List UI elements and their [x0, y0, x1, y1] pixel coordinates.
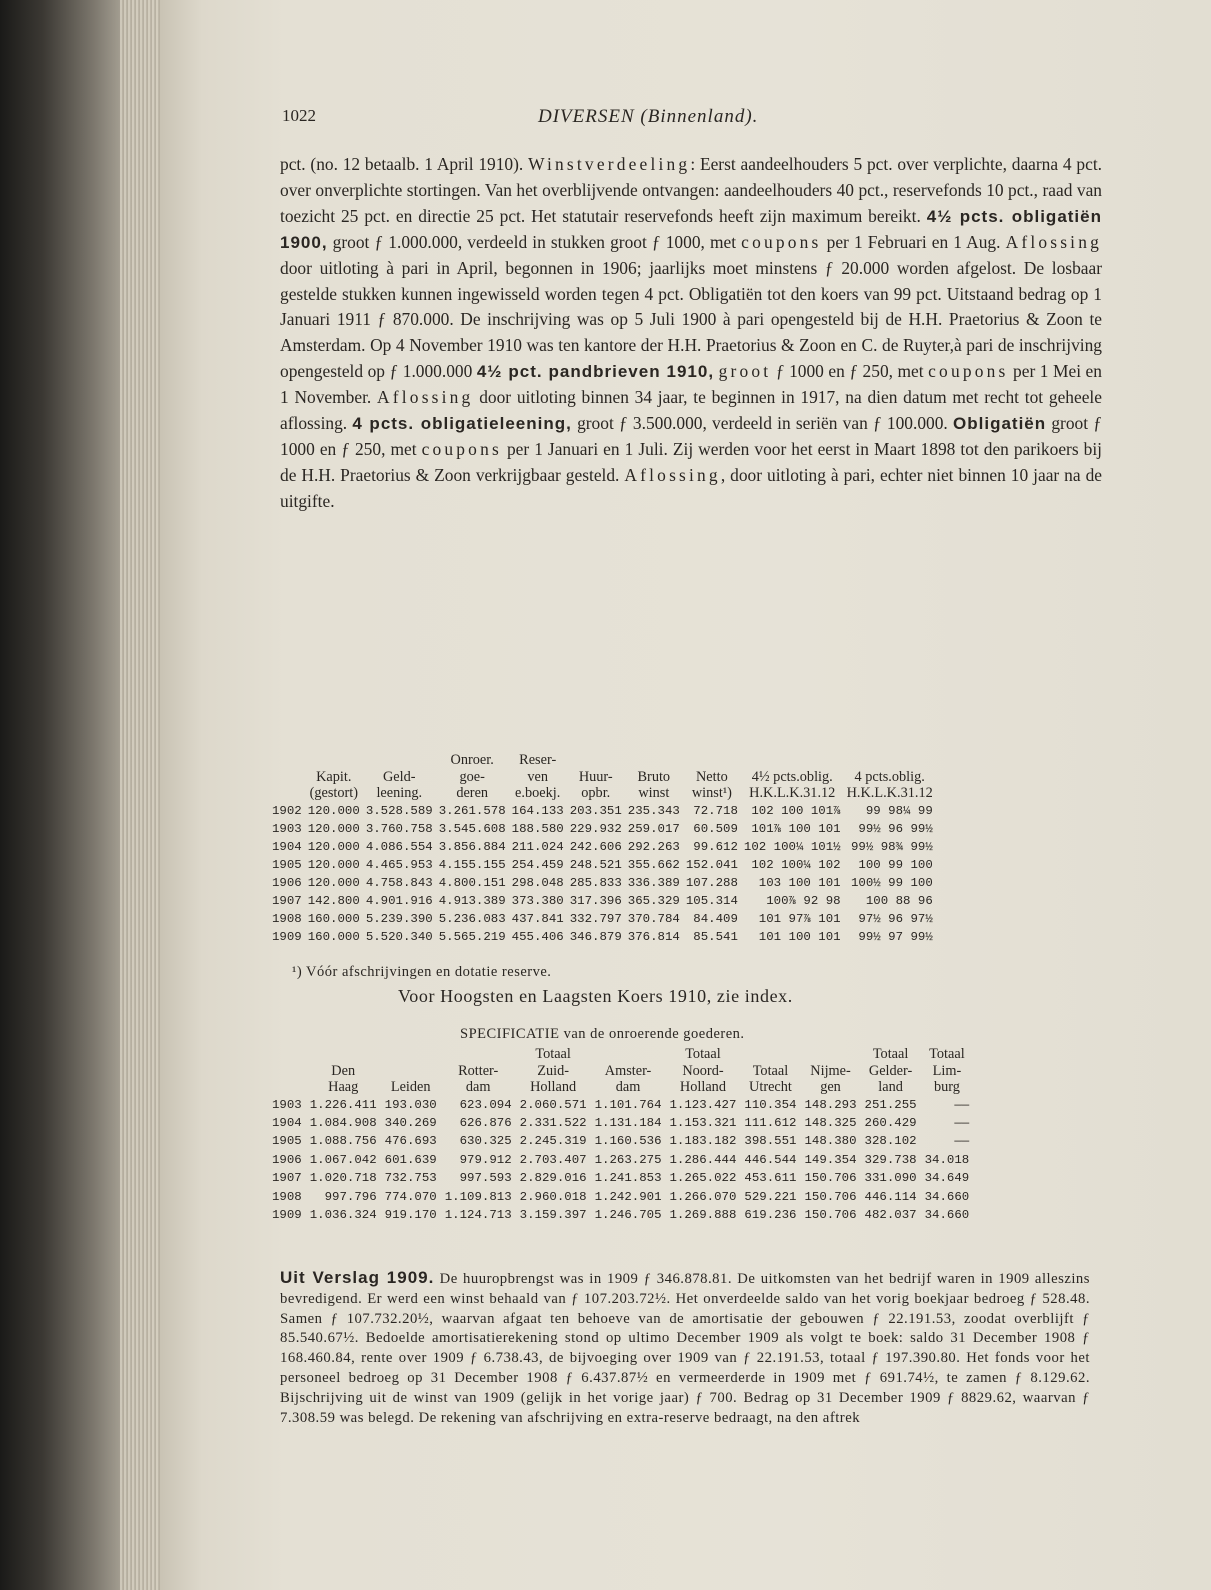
year-cell: 1906 — [272, 1152, 302, 1167]
intro-paragraph — [280, 152, 1102, 515]
column-header — [272, 752, 305, 769]
value-cell: 437.841 — [511, 912, 564, 927]
table-row — [272, 1096, 973, 1114]
text-run: door uitloting à pari in April, begonnen in 1906; jaarlijks moet minstens ƒ 20.000 worden afgelost. De losbaar gestelde stukken kunnen ingewisseld worden tegen 4 pct. Obligatiën tot den koers van 99 pct. Uitstaand bedrag op 1 Januari 1911 ƒ 870.000. De inschrijving was op 5 Juli 1900 à pari opengesteld bij de H.H. Praetorius & Zoon te Amsterdam. Op 4 November 1910 was ten kantore der H.H. Praetorius & Zoon en C. de Ruyter,à pari de inschrijving opengesteld op ƒ 1.000.000 — [280, 257, 1102, 382]
column-header: Onroer. — [450, 752, 494, 768]
column-header — [844, 752, 936, 769]
value-cell: 97½ 96 97½ — [858, 912, 933, 927]
value-cell: 3.856.884 — [438, 839, 506, 854]
column-header: H.K.L.K.31.12 — [749, 785, 836, 801]
value-cell: 355.662 — [627, 857, 680, 872]
header-row — [272, 1079, 973, 1096]
bond-heading: Obligatiën — [953, 414, 1047, 434]
table-row — [272, 928, 936, 946]
bond-heading: 4 pcts. obligatieleening, — [352, 414, 572, 434]
year-cell: 1909 — [272, 1207, 302, 1222]
report-paragraph — [280, 1268, 1090, 1428]
column-header: Kapit. — [316, 768, 352, 785]
value-cell: 732.753 — [384, 1171, 437, 1186]
year-cell: 1907 — [272, 1171, 302, 1186]
year-cell: 1907 — [272, 893, 302, 908]
column-header: Huur- — [578, 768, 613, 785]
value-cell: 102 100¼ 102 — [751, 857, 841, 872]
column-header — [272, 1079, 306, 1096]
value-cell: 203.351 — [569, 803, 622, 818]
value-cell: 120.000 — [307, 803, 360, 818]
intro-text — [280, 152, 1102, 515]
value-cell: 979.912 — [459, 1152, 512, 1167]
column-header: dam — [465, 1079, 491, 1095]
table-row — [272, 892, 936, 910]
value-cell: 1.263.275 — [594, 1152, 662, 1167]
column-header: leening. — [376, 785, 423, 801]
value-cell: —— — [954, 1115, 970, 1130]
value-cell: 4.465.953 — [365, 857, 433, 872]
value-cell: 997.796 — [324, 1189, 377, 1204]
value-cell: 148.325 — [804, 1115, 857, 1130]
column-header: Zuid- — [537, 1062, 569, 1079]
table-row — [272, 1188, 973, 1206]
bond-heading: 4½ pct. pandbrieven 1910, — [476, 362, 715, 382]
value-cell: 229.932 — [569, 821, 622, 836]
column-header: Noord- — [682, 1062, 724, 1079]
value-cell: 100½ 99 100 — [850, 875, 933, 890]
value-cell: 2.829.016 — [519, 1171, 587, 1186]
spaced-term: Aflossing — [1005, 231, 1102, 252]
table-row — [272, 802, 936, 820]
year-cell: 1904 — [272, 1115, 302, 1130]
value-cell: 1.183.182 — [669, 1134, 737, 1149]
value-cell: 1.286.444 — [669, 1152, 737, 1167]
value-cell: 99.612 — [693, 839, 738, 854]
value-cell: 152.041 — [685, 857, 738, 872]
value-cell: 292.263 — [627, 839, 680, 854]
value-cell: 235.343 — [627, 803, 680, 818]
value-cell: 3.760.758 — [365, 821, 433, 836]
value-cell: 919.170 — [384, 1207, 437, 1222]
value-cell: 2.703.407 — [519, 1152, 587, 1167]
value-cell: 340.269 — [384, 1115, 437, 1130]
column-header — [683, 752, 741, 769]
column-header: ven — [527, 768, 549, 785]
value-cell: 3.261.578 — [438, 803, 506, 818]
text-run: per 1 Januari en 1 Juli. Zij werden voor het eerst in Maart 1898 tot den parikoers bij de H.H. Praetorius & Zoon verkrijgbaar gesteld. — [280, 438, 1102, 485]
column-header: goe- — [459, 768, 485, 785]
value-cell: 248.521 — [569, 857, 622, 872]
table-row — [272, 1169, 973, 1187]
value-cell: 3.528.589 — [365, 803, 433, 818]
value-cell: 100 88 96 — [865, 893, 933, 908]
table-row — [272, 1151, 973, 1169]
text-run: per 1 Februari en 1 Aug. — [821, 231, 1006, 252]
column-header — [363, 752, 436, 769]
index-reference: Voor Hoogsten en Laagsten Koers 1910, zie index. — [398, 986, 793, 1006]
column-header: e.boekj. — [515, 785, 561, 801]
value-cell: 100⅞ 92 98 — [766, 893, 841, 908]
value-cell: 4.800.151 — [438, 875, 506, 890]
value-cell: 346.879 — [569, 930, 622, 945]
value-cell: 34.649 — [924, 1171, 970, 1186]
table-row — [272, 1206, 973, 1224]
value-cell: 188.580 — [511, 821, 564, 836]
spaced-term: Aflossing — [377, 387, 474, 408]
value-cell: 120.000 — [307, 839, 360, 854]
column-header: Totaal — [535, 1046, 571, 1062]
value-cell: 774.070 — [384, 1189, 437, 1204]
value-cell: 1.241.853 — [594, 1171, 662, 1186]
page-number: 1022 — [282, 106, 316, 125]
value-cell: 164.133 — [511, 803, 564, 818]
value-cell: 1.084.908 — [309, 1115, 377, 1130]
header-row — [272, 752, 936, 769]
value-cell: 619.236 — [744, 1207, 797, 1222]
column-header: Netto — [695, 768, 728, 785]
value-cell: 446.114 — [864, 1189, 917, 1204]
year-cell: 1903 — [272, 1097, 302, 1112]
spaced-term: Aflossing — [624, 464, 721, 485]
column-header: Lim- — [932, 1062, 962, 1079]
value-cell: 4.913.389 — [438, 893, 506, 908]
spaced-term: coupons — [928, 361, 1009, 382]
value-cell: 34.018 — [924, 1152, 970, 1167]
table-row — [272, 874, 936, 892]
value-cell: 997.593 — [459, 1171, 512, 1186]
value-cell: 149.354 — [804, 1152, 857, 1167]
column-header: Den — [331, 1062, 356, 1079]
column-header — [740, 1046, 800, 1063]
value-cell: 107.288 — [685, 875, 738, 890]
value-cell: 331.090 — [864, 1171, 917, 1186]
bond-heading: 4½ pcts. obligatiën 1900, — [280, 206, 1102, 252]
value-cell: 398.551 — [744, 1134, 797, 1149]
value-cell: 160.000 — [307, 930, 360, 945]
column-header: Bruto — [637, 768, 671, 785]
column-header: Utrecht — [749, 1079, 792, 1095]
value-cell: 1.226.411 — [309, 1097, 377, 1112]
value-cell: 2.245.319 — [519, 1134, 587, 1149]
column-header — [272, 769, 305, 786]
year-cell: 1903 — [272, 821, 302, 836]
value-cell: 285.833 — [569, 875, 622, 890]
value-cell: 34.660 — [924, 1189, 970, 1204]
value-cell: 259.017 — [627, 821, 680, 836]
column-header: opbr. — [581, 785, 611, 801]
value-cell: 101 97⅞ 101 — [758, 912, 841, 927]
footnote: ¹) Vóór afschrijvingen en dotatie reserve. — [292, 964, 552, 980]
header-row — [272, 785, 936, 802]
column-header: Holland — [679, 1079, 726, 1095]
spaced-term: coupons — [421, 438, 502, 459]
financial-results-table — [272, 752, 936, 946]
column-header: Totaal — [872, 1046, 909, 1062]
value-cell: 1.131.184 — [594, 1115, 662, 1130]
column-header — [272, 785, 305, 802]
value-cell: 99½ 96 99½ — [858, 821, 933, 836]
column-header — [306, 1046, 381, 1063]
value-cell: 329.738 — [864, 1152, 917, 1167]
value-cell: 3.159.397 — [519, 1207, 587, 1222]
value-cell: 1.123.427 — [669, 1097, 737, 1112]
value-cell: 60.509 — [693, 821, 738, 836]
table-row — [272, 910, 936, 928]
column-header: winst¹) — [691, 785, 732, 801]
value-cell: 332.797 — [569, 912, 622, 927]
value-cell: 254.459 — [511, 857, 564, 872]
value-cell: 5.239.390 — [365, 912, 433, 927]
value-cell: 120.000 — [307, 857, 360, 872]
column-header — [567, 752, 625, 769]
value-cell: 336.389 — [627, 875, 680, 890]
column-header — [272, 1063, 306, 1080]
column-header — [800, 1046, 860, 1063]
value-cell: 453.611 — [744, 1171, 797, 1186]
column-header — [305, 752, 363, 769]
column-header — [381, 1063, 441, 1080]
value-cell: 1.160.536 — [594, 1134, 662, 1149]
value-cell: 102 100 101⅞ — [751, 803, 841, 818]
value-cell: 4.758.843 — [365, 875, 433, 890]
value-cell: 446.544 — [744, 1152, 797, 1167]
property-specification-table — [272, 1046, 973, 1224]
value-cell: 211.024 — [511, 839, 564, 854]
table-row — [272, 1114, 973, 1132]
value-cell: 1.036.324 — [309, 1207, 377, 1222]
value-cell: 623.094 — [459, 1097, 512, 1112]
value-cell: 370.784 — [627, 912, 680, 927]
text-run: groot ƒ 1.000.000, verdeeld in stukken groot ƒ 1000, met — [327, 231, 742, 252]
value-cell: 328.102 — [864, 1134, 917, 1149]
text-run: door uitloting binnen 34 jaar, te beginnen in 1917, na dien datum met recht tot geheele aflossing. — [280, 387, 1102, 434]
book-page — [160, 0, 1211, 1590]
value-cell: 260.429 — [864, 1115, 917, 1130]
value-cell: 251.255 — [864, 1097, 917, 1112]
column-header: dam — [615, 1079, 641, 1095]
value-cell: 455.406 — [511, 930, 564, 945]
value-cell: 2.960.018 — [519, 1189, 587, 1204]
value-cell: 193.030 — [384, 1097, 437, 1112]
report-heading: Uit Verslag 1909. — [280, 1268, 435, 1287]
column-header: H.K.L.K.31.12 — [846, 785, 933, 801]
value-cell: 148.380 — [804, 1134, 857, 1149]
column-header: (gestort) — [309, 785, 358, 801]
column-header: Totaal — [685, 1046, 721, 1062]
value-cell: 100 99 100 — [858, 857, 933, 872]
table-row — [272, 1132, 973, 1150]
value-cell: 298.048 — [511, 875, 564, 890]
column-header — [741, 752, 844, 769]
table-row — [272, 838, 936, 856]
value-cell: 3.545.608 — [438, 821, 506, 836]
text-run: , door uitloting à pari, echter niet binnen 10 jaar na de uitgifte. — [280, 464, 1102, 511]
year-cell: 1906 — [272, 875, 302, 890]
value-cell: 4.155.155 — [438, 857, 506, 872]
value-cell: 150.706 — [804, 1189, 857, 1204]
specification-title: SPECIFICATIE van de onroerende goederen. — [460, 1026, 745, 1042]
header-row — [272, 1046, 973, 1063]
value-cell: 482.037 — [864, 1207, 917, 1222]
column-header: gen — [820, 1079, 841, 1095]
value-cell: 2.331.522 — [519, 1115, 587, 1130]
value-cell: 317.396 — [569, 893, 622, 908]
value-cell: —— — [954, 1134, 970, 1149]
value-cell: 101⅞ 100 101 — [751, 821, 841, 836]
column-header: Holland — [530, 1079, 577, 1095]
value-cell: 150.706 — [804, 1207, 857, 1222]
table-row — [272, 856, 936, 874]
value-cell: 120.000 — [307, 821, 360, 836]
year-cell: 1902 — [272, 803, 302, 818]
value-cell: 85.541 — [693, 930, 738, 945]
value-cell: 476.693 — [384, 1134, 437, 1149]
header-row — [272, 1063, 973, 1080]
text-run: groot ƒ 3.500.000, verdeeld in seriën van ƒ 100.000. — [571, 413, 954, 434]
value-cell: 34.660 — [924, 1207, 970, 1222]
spaced-term: groot — [718, 361, 772, 382]
table-row — [272, 820, 936, 838]
value-cell: 1.020.718 — [309, 1171, 377, 1186]
value-cell: 1.124.713 — [444, 1207, 512, 1222]
column-header: Geld- — [382, 768, 416, 785]
value-cell: 5.565.219 — [438, 930, 506, 945]
year-cell: 1908 — [272, 1189, 302, 1204]
value-cell: 376.814 — [627, 930, 680, 945]
column-header: winst — [638, 785, 670, 801]
column-header: Haag — [328, 1079, 359, 1095]
value-cell: 102 100¼ 101½ — [743, 839, 841, 854]
header-row — [272, 769, 936, 786]
value-cell: 101 100 101 — [758, 930, 841, 945]
column-header: burg — [933, 1079, 960, 1095]
text-run: : Eerst aandeelhouders 5 pct. over verplichte, daarna 4 pct. over onverplichte stortingen. Van het overblijvende ontvangen: aandeelhouders 40 pct., reservefonds 10 pct., raad van toezicht 25 pct. en directie 25 pct. Het statutair reservefonds heeft zijn maximum bereikt. — [280, 154, 1102, 226]
report-body: De huuropbrengst was in 1909 ƒ 346.878.81. De uitkomsten van het bedrijf waren in 1909 alleszins bevredigend. Er werd een winst behaald van ƒ 107.203.72½. Het onverdeelde saldo van het vorig boekjaar bedroeg ƒ 528.48. Samen ƒ 107.732.20½, waarvan afgaat ten behoeve van de amortisatie der gebouwen ƒ 22.191.53, zoodat overblijft ƒ 85.540.67½. Bedoelde amortisatierekening stond op ultimo December 1909 als volgt te boek: saldo 31 December 1908 ƒ 168.460.84, rente over 1909 ƒ 6.738.43, de bijvoeging over 1909 van ƒ 22.191.53, totaal ƒ 197.390.80. Het fonds voor het personeel bedroeg op 31 December 1908 ƒ 6.437.87½ en vermeerderde in 1909 met ƒ 691.74½, te zamen ƒ 8.129.62. Bijschrijving uit de winst van 1909 (gelijk in het vorige jaar) ƒ 700. Bedrag op 31 December 1909 ƒ 8829.62, waarvan ƒ 7.308.59 was belegd. De rekening van afschrijving en extra-reserve bedraagt, na den aftrek — [280, 1271, 1090, 1426]
value-cell: 160.000 — [307, 912, 360, 927]
column-header: Nijme- — [810, 1062, 851, 1079]
column-header — [591, 1046, 666, 1063]
value-cell: 1.246.705 — [594, 1207, 662, 1222]
value-cell: 373.380 — [511, 893, 564, 908]
column-header — [381, 1046, 441, 1063]
value-cell: 111.612 — [744, 1115, 797, 1130]
value-cell: 103 100 101 — [758, 875, 841, 890]
value-cell: 601.639 — [384, 1152, 437, 1167]
value-cell: 1.101.764 — [594, 1097, 662, 1112]
column-header: Reser- — [519, 752, 557, 768]
value-cell: 150.706 — [804, 1171, 857, 1186]
page-header — [282, 106, 1002, 134]
value-cell: 4.901.916 — [365, 893, 433, 908]
column-header — [441, 1046, 516, 1063]
column-header: land — [878, 1079, 903, 1095]
value-cell: 242.606 — [569, 839, 622, 854]
value-cell: 1.242.901 — [594, 1189, 662, 1204]
column-header: deren — [456, 785, 489, 801]
year-cell: 1905 — [272, 1134, 302, 1149]
value-cell: 99 98¼ 99 — [865, 803, 933, 818]
value-cell: 105.314 — [685, 893, 738, 908]
value-cell: 84.409 — [693, 912, 738, 927]
value-cell: 120.000 — [307, 875, 360, 890]
year-cell: 1904 — [272, 839, 302, 854]
column-header: 4 pcts.oblig. — [854, 768, 925, 785]
value-cell: 1.269.888 — [669, 1207, 737, 1222]
spaced-term: coupons — [741, 231, 822, 252]
year-cell: 1908 — [272, 912, 302, 927]
column-header — [625, 752, 683, 769]
column-header: Gelder- — [868, 1062, 913, 1079]
report-text — [280, 1268, 1090, 1428]
value-cell: 5.520.340 — [365, 930, 433, 945]
column-header: Totaal — [929, 1046, 965, 1062]
spaced-term: Winstverdeeling — [528, 154, 691, 174]
value-cell: —— — [954, 1097, 970, 1112]
value-cell: 4.086.554 — [365, 839, 433, 854]
value-cell: 148.293 — [804, 1097, 857, 1112]
value-cell: 110.354 — [744, 1097, 797, 1112]
value-cell: 2.060.571 — [519, 1097, 587, 1112]
text-run: ƒ 1000 en ƒ 250, met — [771, 361, 929, 382]
column-header: 4½ pcts.oblig. — [751, 768, 833, 785]
text-run: pct. (no. 12 betaalb. 1 April 1910). — [280, 154, 529, 174]
column-header: Rotter- — [458, 1062, 499, 1079]
value-cell: 1.265.022 — [669, 1171, 737, 1186]
value-cell: 99½ 98¾ 99½ — [850, 839, 933, 854]
column-header — [272, 1046, 306, 1063]
value-cell: 72.718 — [693, 803, 738, 818]
value-cell: 529.221 — [744, 1189, 797, 1204]
running-title: DIVERSEN (Binnenland). — [538, 106, 759, 127]
column-header: Leiden — [390, 1079, 431, 1095]
value-cell: 1.109.813 — [444, 1189, 512, 1204]
value-cell: 365.329 — [627, 893, 680, 908]
value-cell: 1.153.321 — [669, 1115, 737, 1130]
value-cell: 1.266.070 — [669, 1189, 737, 1204]
text-run: groot ƒ 1000 en ƒ 250, met — [280, 413, 1102, 459]
year-cell: 1909 — [272, 930, 302, 945]
column-header: Totaal — [752, 1062, 789, 1079]
value-cell: 630.325 — [459, 1134, 512, 1149]
value-cell: 626.876 — [459, 1115, 512, 1130]
year-cell: 1905 — [272, 857, 302, 872]
column-header: Amster- — [604, 1062, 652, 1079]
value-cell: 142.800 — [307, 893, 360, 908]
value-cell: 99½ 97 99½ — [858, 930, 933, 945]
value-cell: 1.088.756 — [309, 1134, 377, 1149]
value-cell: 1.067.042 — [309, 1152, 377, 1167]
text-run: per 1 Mei en 1 November. — [280, 361, 1102, 408]
value-cell: 5.236.083 — [438, 912, 506, 927]
